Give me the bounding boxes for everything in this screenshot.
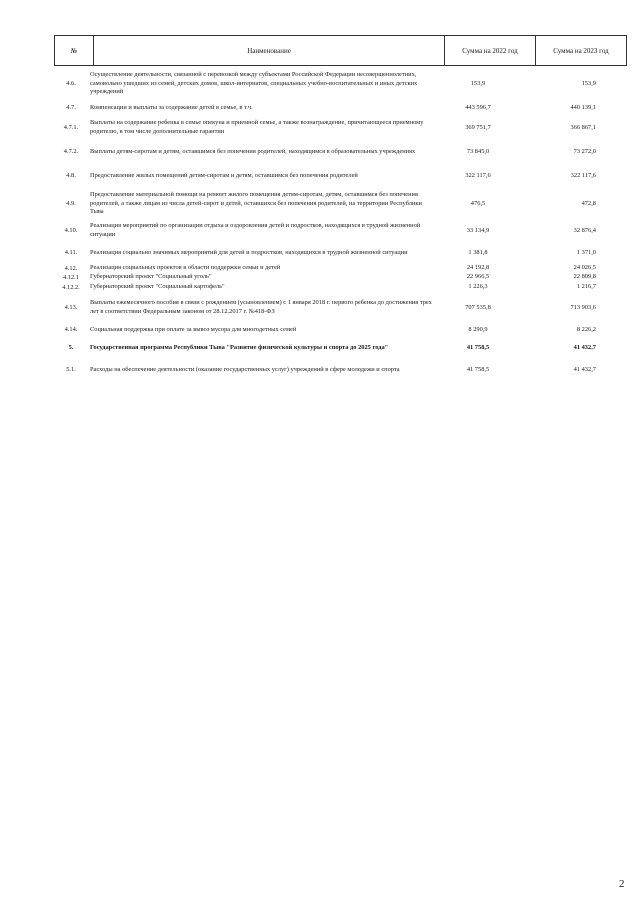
row-name: Реализация мероприятий по организации отдыха и оздоровления детей и подростков, находящихся в трудной жизненной ситуации	[90, 222, 421, 238]
header-name: Наименование	[94, 36, 445, 66]
row-num: 4.7.	[66, 104, 76, 112]
row-sum-2023: 24 026,5	[573, 264, 596, 272]
row-sum-2022: 41 758,5	[466, 365, 490, 373]
table-row	[54, 164, 611, 188]
table-row	[54, 242, 611, 264]
row-name: Расходы на обеспечение деятельности (оказание государственных услуг) учреждений в сфере молодежи и спорта	[90, 365, 400, 373]
row-name: Государственная программа Республики Тыва "Развитие физической культуры и спорта до 2025 года"	[90, 343, 389, 351]
row-sum-2022: 322 117,6	[465, 171, 491, 179]
row-name: Реализация социально значимых мероприятий для детей и подростков, находящихся в трудной жизненной ситуации	[90, 248, 408, 256]
table-body	[54, 68, 611, 381]
row-sum-2022: 22 966,5	[466, 273, 490, 281]
row-num: 5.1.	[66, 366, 76, 374]
row-sum-2023: 472,8	[581, 199, 596, 207]
row-sum-2022: 1 226,3	[468, 283, 488, 291]
row-sum-2022: 41 758,5	[466, 343, 490, 351]
row-sum-2022: 73 845,0	[466, 147, 490, 155]
table-row	[54, 273, 611, 282]
row-name: Выплаты ежемесячного пособия в связи с рождением (усыновлением) с 1 января 2018 г. первого ребенка до достижения трех лет в соответствии Федеральным законом от 28.12.2017 г. №418-ФЗ	[90, 299, 432, 315]
table-row	[54, 140, 611, 164]
row-sum-2023: 73 272,0	[573, 147, 596, 155]
row-sum-2023: 713 903,6	[570, 303, 596, 311]
row-name: Предоставление материальной помощи на ремонт жилого помещения детям-сиротам, детям, оставшимся без попечения родителей, а также лицам из числа детей-сирот и детей, оставшихся без попечения родителей, на территории Республики Тыва	[90, 191, 422, 216]
row-sum-2023: 1 216,7	[576, 283, 596, 291]
row-sum-2023: 41 432,7	[573, 365, 596, 373]
table-row	[54, 116, 611, 140]
table-row	[54, 68, 611, 100]
table-header	[54, 35, 627, 66]
row-sum-2023: 8 226,2	[576, 325, 596, 333]
row-num: 4.8.	[66, 172, 76, 180]
row-num: 4.10.	[64, 227, 78, 235]
header-sum-2023: Сумма на 2023 год	[536, 36, 627, 66]
row-num: 4.9.	[66, 200, 76, 208]
row-num: 4.12.2.	[62, 283, 80, 291]
page-number: 2	[619, 878, 625, 890]
row-sum-2023: 440 139,1	[570, 103, 596, 111]
table-row	[54, 188, 611, 220]
row-sum-2022: 24 192,8	[466, 264, 490, 272]
row-sum-2022: 1 381,8	[468, 248, 488, 256]
row-sum-2022: 8 290,9	[468, 325, 488, 333]
row-sum-2022: 369 751,7	[465, 123, 491, 131]
row-sum-2023: 1 371,0	[576, 248, 596, 256]
table-row	[54, 359, 611, 381]
row-sum-2023: 32 876,4	[573, 226, 596, 234]
header-num: №	[55, 36, 94, 66]
table-row	[54, 264, 611, 273]
row-sum-2022: 443 596,7	[465, 103, 491, 111]
row-num: 4.13.	[64, 304, 78, 312]
row-name: Социальная поддержка при оплате за вывоз мусора для многодетных семей	[90, 325, 297, 333]
row-num: 4.12.	[64, 264, 78, 272]
row-name: Компенсации и выплаты за содержание детей в семье, в т.ч.	[90, 103, 253, 111]
table-row	[54, 282, 611, 293]
row-name: Осуществление деятельности, связанной с перевозкой между субъектами Российской Федерации несовершеннолетних, самовольно ушедших из семей, детских домов, школ-интернатов, специальных учебно-воспитательных и иных детских учреждений	[90, 71, 418, 96]
row-name: Выплаты детям-сиротам и детям, оставшимся без попечения родителей, находящимся в образовательных учреждениях	[90, 147, 416, 155]
row-name: Реализация социальных проектов в области поддержки семьи и детей	[90, 264, 281, 272]
row-sum-2022: 476,5	[470, 199, 486, 207]
row-sum-2022: 33 134,9	[466, 226, 490, 234]
row-num: 4.11.	[64, 249, 78, 257]
row-sum-2023: 153,9	[581, 79, 596, 87]
row-sum-2023: 41 432,7	[573, 343, 596, 351]
header-sum-2022: Сумма на 2022 год	[445, 36, 536, 66]
table-row	[54, 293, 611, 323]
row-num: 4.7.2.	[63, 148, 79, 156]
row-num: 4.6.	[66, 80, 76, 88]
row-name: Губернаторский проект "Социальный картофель"	[90, 283, 225, 291]
row-name: Выплаты на содержание ребенка в семье опекуна и приемной семье, а также вознаграждение, причитающееся приемному родителю, в том числе дополнительные гарантии	[90, 119, 424, 135]
row-name: Предоставление жилых помещений детям-сиротам и детям, оставшимся без попечения родителей	[90, 171, 358, 179]
row-num: 4.7.1.	[63, 124, 79, 132]
table-row	[54, 323, 611, 337]
row-num: 4.12.1	[63, 273, 79, 281]
row-sum-2023: 366 867,1	[570, 123, 596, 131]
row-name: Губернаторский проект "Социальный уголь"	[90, 273, 212, 281]
row-num: 4.14.	[64, 326, 78, 334]
row-sum-2023: 22 809,8	[573, 273, 596, 281]
row-sum-2023: 322 117,6	[570, 171, 596, 179]
table-row	[54, 220, 611, 242]
row-sum-2022: 707 535,8	[465, 303, 491, 311]
row-sum-2022: 153,9	[470, 79, 486, 87]
table-row	[54, 337, 611, 359]
table-row	[54, 100, 611, 116]
row-num: 5.	[68, 344, 74, 352]
